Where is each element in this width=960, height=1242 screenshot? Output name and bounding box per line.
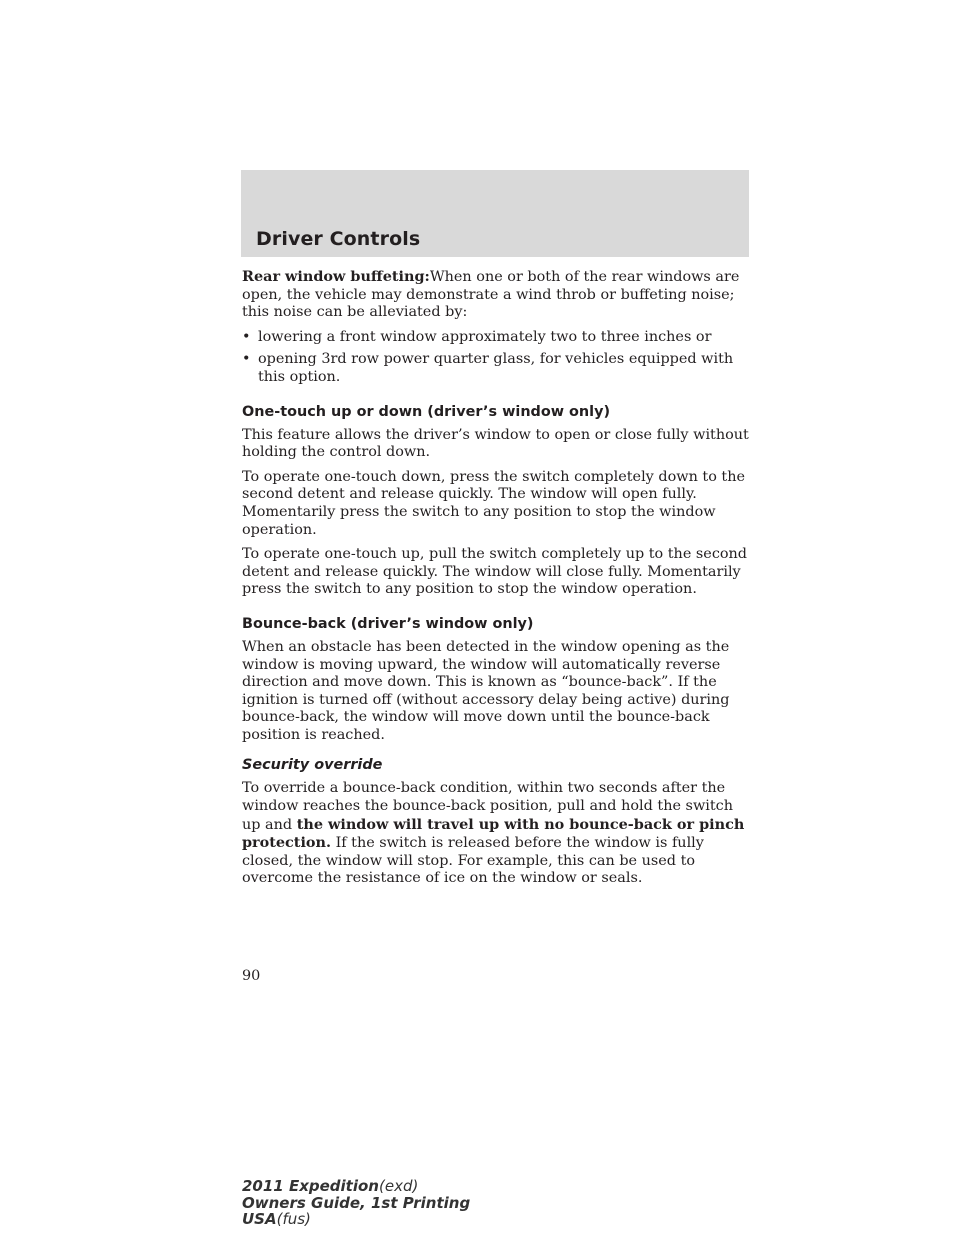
bounce-back-paragraph: When an obstacle has been detected in the window opening as the window is moving upward, the window will automatically reverse direction and move down. This is known as “bounce-back”. If the ignition is turned off (without accessory delay being active) during bounce-back, the window will move down until the bounce-back position is reached.	[242, 638, 730, 743]
footer-line-1	[242, 1178, 470, 1195]
one-touch-down-paragraph: To operate one-touch down, press the switch completely down to the second detent and release quickly. The window will open fully. Momentarily press the switch to any position to stop the window operation.	[242, 468, 745, 538]
one-touch-up-paragraph: To operate one-touch up, pull the switch completely up to the second detent and release quickly. The window will close fully. Momentarily press the switch to any position to stop the window operation.	[242, 546, 748, 598]
security-override-bold-text: the window will travel up with no bounce-back or pinch protection.	[242, 815, 745, 852]
rear-window-buffeting-text: When one or both of the rear windows are open, the vehicle may demonstrate a wind throb or buffeting noise; this noise can be alleviated by:	[242, 269, 740, 321]
security-override-paragraph	[242, 780, 756, 888]
bullet-icon: •	[242, 328, 251, 345]
rear-window-buffeting-label: Rear window buffeting:	[242, 268, 430, 285]
bullet-icon: •	[242, 351, 251, 368]
one-touch-heading: One-touch up or down (driver’s window only)	[242, 403, 611, 420]
list-item	[242, 351, 756, 386]
footer-model: 2011 Expedition	[242, 1177, 379, 1195]
section-header-band	[241, 170, 749, 257]
footer-market: USA	[242, 1210, 277, 1228]
security-override-heading: Security override	[242, 757, 383, 774]
security-override-text-after: If the switch is released before the window is fully closed, the window will stop. For example, this can be used to overcome the resistance of ice on the window or seals.	[242, 835, 704, 887]
rear-window-buffeting-paragraph	[242, 268, 756, 322]
page-number: 90	[242, 968, 261, 984]
security-override-text-before: To override a bounce-back condition, within two seconds after the window reaches the bounce-back position, pull and hold the switch up and	[242, 780, 733, 833]
buffeting-remedies-list	[242, 329, 756, 387]
footer-line-3	[242, 1211, 470, 1228]
footer-market-code: (fus)	[276, 1210, 311, 1228]
one-touch-paragraph: This feature allows the driver’s window to open or close fully without holding the control down.	[242, 426, 749, 461]
footer-line-2: Owners Guide, 1st Printing	[242, 1193, 471, 1212]
bounce-back-heading: Bounce-back (driver’s window only)	[242, 615, 534, 632]
page-body	[242, 268, 756, 895]
list-item-text: lowering a front window approximately two to three inches or	[258, 328, 712, 345]
section-title: Driver Controls	[256, 228, 421, 250]
list-item-text: opening 3rd row power quarter glass, for vehicles equipped with this option.	[258, 351, 734, 385]
list-item	[242, 329, 756, 347]
footer-model-code: (exd)	[378, 1177, 419, 1195]
print-footer	[242, 1178, 470, 1228]
